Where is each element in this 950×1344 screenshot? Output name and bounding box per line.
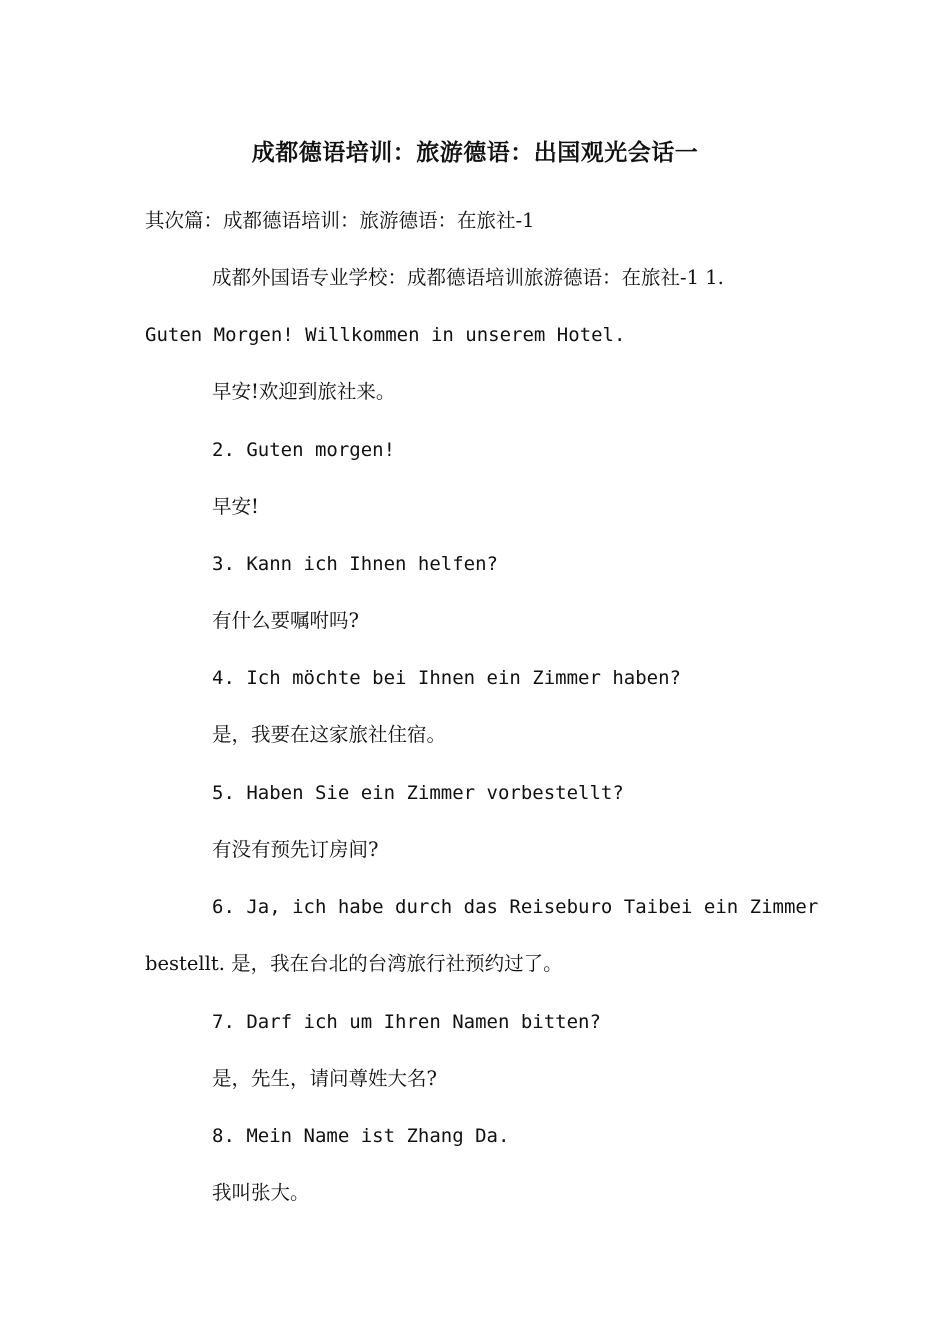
text-line: bestellt. 是，我在台北的台湾旅行社预约过了。 [145, 952, 563, 975]
text-line: 早安!欢迎到旅社来。 [212, 380, 396, 403]
text-line: 早安! [212, 495, 259, 518]
text-line: 7. Darf ich um Ihren Namen bitten? [212, 1011, 601, 1033]
text-line: 我叫张大。 [212, 1181, 310, 1204]
text-line: 4. Ich möchte bei Ihnen ein Zimmer haben? [212, 667, 681, 689]
text-line: 有没有预先订房间? [212, 838, 379, 861]
intro-paragraph-line-2: Guten Morgen! Willkommen in unserem Hotel. [145, 324, 626, 346]
text-line: 2. Guten morgen! [212, 439, 396, 461]
text-line: 3. Kann ich Ihnen helfen? [212, 553, 498, 575]
text-line: 6. Ja, ich habe durch das Reiseburo Taibei ein Zimmer [212, 896, 819, 918]
text-line: 有什么要嘱咐吗? [212, 609, 359, 632]
document-title: 成都德语培训：旅游德语：出国观光会话一 [251, 139, 699, 166]
text-line: 8. Mein Name ist Zhang Da. [212, 1125, 510, 1147]
intro-paragraph-line-1: 成都外国语专业学校：成都德语培训旅游德语：在旅社-1 1. [212, 266, 724, 289]
text-line: 是，我要在这家旅社住宿。 [212, 723, 447, 746]
text-line: 是，先生，请问尊姓大名? [212, 1067, 437, 1090]
text-line: 5. Haben Sie ein Zimmer vorbestellt? [212, 782, 624, 804]
section-subtitle: 其次篇：成都德语培训：旅游德语：在旅社-1 [145, 209, 535, 232]
